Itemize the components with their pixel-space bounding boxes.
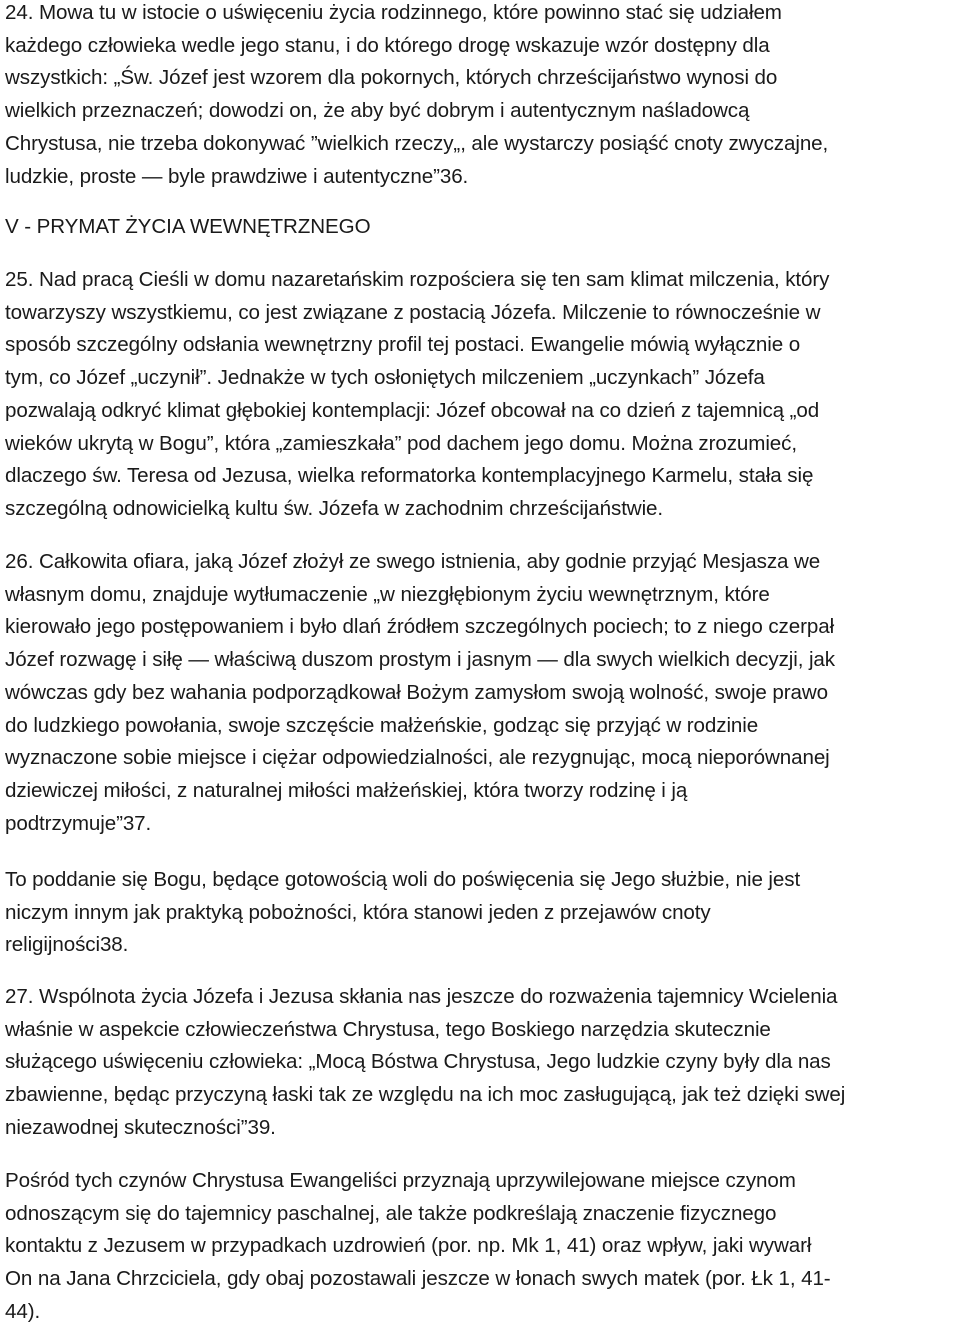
- paragraph-24: 24. Mowa tu w istocie o uświęceniu życia rodzinnego, które powinno stać się udziałem każdego człowieka wedle jego stanu, i do którego drogę wskazuje wzór dostępny dla wszystkich: „Św. Józef jest wzorem dla pokornych, których chrześcijaństwo wynosi do wielkich przeznaczeń; dowodzi on, że aby być dobrym i autentycznym naśladowcą Chrystusa, nie trzeba dokonywać ”wielkich rzeczy„, ale wystarczy posiąść cnoty zwyczajne, ludzkie, proste — byle prawdziwe i autentyczne”36.: [5, 1, 829, 188]
- section-heading: V - PRYMAT ŻYCIA WEWNĘTRZNEGO: [5, 215, 371, 238]
- paragraph-27: 27. Wspólnota życia Józefa i Jezusa skłania nas jeszcze do rozważenia tajemnicy Wcielenia właśnie w aspekcie człowieczeństwa Chrystusa, tego Boskiego narzędzia skutecznie służącego uświęceniu człowieka: „Mocą Bóstwa Chrystusa, Jego ludzkie czyny były dla nas zbawienne, będąc przyczyną łaski tak ze względu na ich moc zasługującą, jak też dzięki swej niezawodnej skuteczności”39.: [5, 985, 846, 1139]
- paragraph-26-continuation: To poddanie się Bogu, będące gotowością woli do poświęcenia się Jego służbie, nie jest niczym innym jak praktyką pobożności, która stanowi jeden z przejawów cnoty religijności38.: [5, 868, 801, 957]
- paragraph-27-continuation: Pośród tych czynów Chrystusa Ewangeliści przyznają uprzywilejowane miejsce czynom odnoszącym się do tajemnicy paschalnej, ale także podkreślają znaczenie fizycznego kontaktu z Jezusem w przypadkach uzdrowień (por. np. Mk 1, 41) oraz wpływ, jaki wywarł On na Jana Chrzciciela, gdy obaj pozostawali jeszcze w łonach swych matek (por. Łk 1, 41- 44).: [5, 1169, 831, 1323]
- paragraph-26: 26. Całkowita ofiara, jaką Józef złożył ze swego istnienia, aby godnie przyjąć Mesjasza we własnym domu, znajduje wytłumaczenie „w niezgłębionym życiu wewnętrznym, które kierowało jego postępowaniem i było dlań źródłem szczególnych pociech; to z niego czerpał Józef rozwagę i siłę — właściwą duszom prostym i jasnym — dla swych wielkich decyzji, jak wówczas gdy bez wahania podporządkował Bożym zamysłom swoją wolność, swoje prawo do ludzkiego powołania, swoje szczęście małżeńskie, godząc się przyjąć w rodzinie wyznaczone sobie miejsce i ciężar odpowiedzialności, ale rezygnując, mocą nieporównanej dziewiczej miłości, z naturalnej miłości małżeńskiej, która tworzy rodzinę i ją podtrzymuje”37.: [5, 550, 835, 835]
- paragraph-25: 25. Nad pracą Cieśli w domu nazaretańskim rozpościera się ten sam klimat milczenia, który towarzyszy wszystkiemu, co jest związane z postacią Józefa. Milczenie to równocześnie w sposób szczególny odsłania wewnętrzny profil tej postaci. Ewangelie mówią wyłącznie o tym, co Józef „uczynił”. Jednakże w tych osłoniętych milczeniem „uczynkach” Józefa pozwalają odkryć klimat głębokiej kontemplacji: Józef obcował na co dzień z tajemnicą „od wieków ukrytą w Bogu”, która „zamieszkała” pod dachem jego domu. Można zrozumieć, dlaczego św. Teresa od Jezusa, wielka reformatorka kontemplacyjnego Karmelu, stała się szczególną odnowicielką kultu św. Józefa w zachodnim chrześcijaństwie.: [5, 268, 830, 520]
